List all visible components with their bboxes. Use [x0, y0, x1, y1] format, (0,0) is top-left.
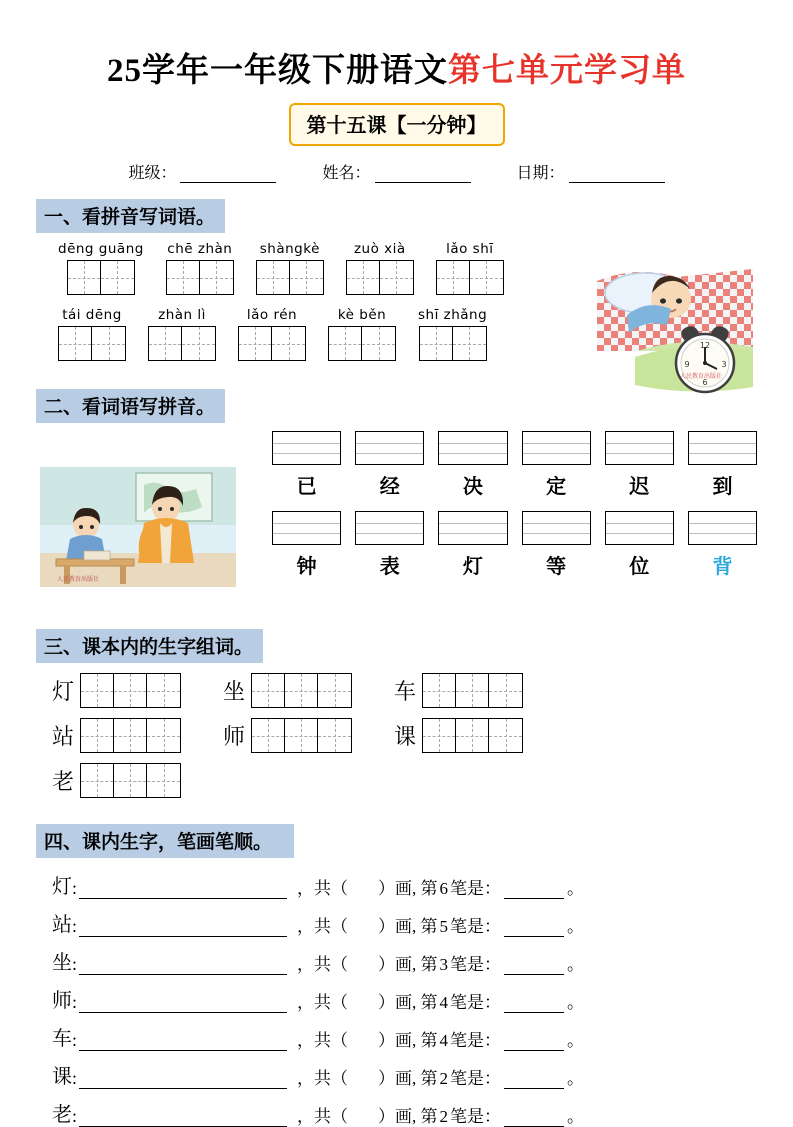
- write-grid[interactable]: [422, 718, 523, 753]
- pinyin-word-item: [238, 307, 306, 361]
- pinyin-word-item: [418, 307, 487, 361]
- illustration-alarm-clock: [597, 247, 753, 395]
- tianzige-cell[interactable]: [167, 261, 200, 294]
- stroke-sequence-blank[interactable]: [79, 921, 287, 937]
- page-title-red: 第七单元学习单: [448, 53, 686, 89]
- section-2-body: [36, 431, 757, 613]
- stroke-answer-blank[interactable]: [504, 997, 564, 1013]
- stroke-is-label: 笔是：: [450, 917, 502, 936]
- period: 。: [567, 879, 585, 898]
- stroke-is-label: 笔是：: [450, 1069, 502, 1088]
- page-title: [36, 44, 757, 91]
- period: 。: [567, 993, 585, 1012]
- stroke-prompt-character: 车: [52, 1028, 72, 1050]
- write-grid[interactable]: [251, 718, 352, 753]
- tianzige-cell[interactable]: [68, 261, 101, 294]
- tianzige-cell[interactable]: [423, 674, 456, 707]
- stroke-prompt-character: 站: [52, 914, 72, 936]
- word-build-row: [46, 673, 757, 708]
- write-grid[interactable]: [256, 260, 324, 295]
- stroke-is-label: 笔是：: [450, 879, 502, 898]
- student-info-row: [36, 160, 757, 183]
- stroke-sequence-blank[interactable]: [79, 959, 287, 975]
- colon: :: [72, 1068, 78, 1088]
- write-grid[interactable]: [346, 260, 414, 295]
- section-3-heading: 三、课本内的生字组词。: [36, 629, 263, 663]
- tianzige-cell[interactable]: [318, 719, 351, 752]
- stroke-number: 3: [439, 955, 449, 974]
- pinyin-write-box[interactable]: [522, 431, 591, 465]
- total-strokes-label: ，共（: [297, 993, 349, 1012]
- colon: :: [72, 992, 78, 1012]
- pinyin-write-box[interactable]: [355, 511, 424, 545]
- word-char: 到: [712, 476, 733, 498]
- tianzige-cell[interactable]: [81, 764, 114, 797]
- stroke-prompt-character: 师: [52, 990, 72, 1012]
- tianzige-cell[interactable]: [290, 261, 323, 294]
- pinyin-label: lǎo rén: [246, 307, 298, 323]
- lesson-badge: 第十五课【一分钟】: [289, 103, 505, 146]
- prompt-character: 课: [393, 724, 416, 749]
- word-build-item: [388, 673, 523, 708]
- word-build-row: [46, 763, 757, 798]
- stroke-is-label: 笔是：: [450, 1107, 502, 1126]
- stroke-sequence-blank[interactable]: [79, 1073, 287, 1089]
- pinyin-word-item: [148, 307, 216, 361]
- nth-stroke-label: ）画, 第: [378, 917, 438, 936]
- prompt-character: 车: [393, 679, 416, 704]
- stroke-is-label: 笔是：: [450, 1031, 502, 1050]
- total-strokes-label: ，共（: [297, 1069, 349, 1088]
- tianzige-cell[interactable]: [59, 327, 92, 360]
- stroke-number: 5: [439, 917, 449, 936]
- pinyin-label: chē zhàn: [167, 241, 233, 257]
- pinyin-write-box[interactable]: [355, 431, 424, 465]
- write-grid[interactable]: [419, 326, 487, 361]
- word-build-item: [388, 718, 523, 753]
- pinyin-label: lǎo shī: [446, 241, 494, 257]
- stroke-prompt-character: 坐: [52, 952, 72, 974]
- colon: :: [72, 916, 78, 936]
- write-grid[interactable]: [251, 673, 352, 708]
- tianzige-cell[interactable]: [285, 719, 318, 752]
- tianzige-cell[interactable]: [347, 261, 380, 294]
- pinyin-write-box[interactable]: [522, 511, 591, 545]
- stroke-sequence-blank[interactable]: [79, 1111, 287, 1127]
- word-char: 等: [546, 556, 567, 578]
- pinyin-box-row-2: [272, 511, 757, 545]
- stroke-number: 6: [439, 879, 449, 898]
- tianzige-cell[interactable]: [453, 327, 486, 360]
- pinyin-word-item: [58, 307, 126, 361]
- tianzige-cell[interactable]: [285, 674, 318, 707]
- tianzige-cell[interactable]: [149, 327, 182, 360]
- tianzige-cell[interactable]: [114, 764, 147, 797]
- class-field: [128, 160, 276, 183]
- tianzige-cell[interactable]: [489, 674, 522, 707]
- pinyin-label: dēng guāng: [58, 241, 144, 257]
- word-build-row: [46, 718, 757, 753]
- pinyin-box-row-1: [272, 431, 757, 465]
- nth-stroke-label: ）画, 第: [378, 993, 438, 1012]
- write-grid[interactable]: [436, 260, 504, 295]
- stroke-answer-blank[interactable]: [504, 1111, 564, 1127]
- pinyin-label: tái dēng: [62, 307, 122, 323]
- colon: :: [72, 1030, 78, 1050]
- word-char: 位: [629, 556, 650, 578]
- svg-text:12: 12: [699, 341, 711, 350]
- prompt-character: 师: [222, 724, 245, 749]
- tianzige-cell[interactable]: [182, 327, 215, 360]
- tianzige-cell[interactable]: [147, 719, 180, 752]
- pinyin-write-box[interactable]: [438, 431, 507, 465]
- stroke-sequence-blank[interactable]: [79, 1035, 287, 1051]
- page-title-black: 25学年一年级下册语文: [107, 53, 448, 89]
- tianzige-cell[interactable]: [437, 261, 470, 294]
- stroke-answer-blank[interactable]: [504, 883, 564, 899]
- illustration-teacher-student: [40, 467, 236, 587]
- pinyin-write-box[interactable]: [272, 431, 341, 465]
- nth-stroke-label: ）画, 第: [378, 955, 438, 974]
- nth-stroke-label: ）画, 第: [378, 1107, 438, 1126]
- total-strokes-label: ，共（: [297, 955, 349, 974]
- pinyin-label: zuò xià: [353, 241, 406, 257]
- tianzige-cell[interactable]: [101, 261, 134, 294]
- word-char: 定: [546, 476, 567, 498]
- period: 。: [567, 955, 585, 974]
- colon: :: [72, 1106, 78, 1126]
- section-1-heading: 一、看拼音写词语。: [36, 199, 225, 233]
- pinyin-write-box[interactable]: [438, 511, 507, 545]
- tianzige-cell[interactable]: [362, 327, 395, 360]
- word-build-item: [217, 673, 352, 708]
- total-strokes-label: ，共（: [297, 1107, 349, 1126]
- pinyin-write-box[interactable]: [605, 431, 674, 465]
- tianzige-cell[interactable]: [114, 719, 147, 752]
- nth-stroke-label: ）画, 第: [378, 1069, 438, 1088]
- tianzige-cell[interactable]: [380, 261, 413, 294]
- word-char: 灯: [462, 556, 483, 578]
- stroke-sequence-blank[interactable]: [79, 883, 287, 899]
- illustration-caption-1: 人民教育出版社: [679, 373, 723, 380]
- tianzige-cell[interactable]: [489, 719, 522, 752]
- word-char: 背: [712, 556, 733, 578]
- period: 。: [567, 1069, 585, 1088]
- stroke-order-row: [52, 1022, 757, 1051]
- colon: :: [72, 954, 78, 974]
- name-label: 姓名：: [322, 165, 371, 182]
- word-build-item: [217, 718, 352, 753]
- word-char: 已: [296, 476, 317, 498]
- date-label: 日期：: [516, 165, 565, 182]
- write-grid[interactable]: [58, 326, 126, 361]
- class-blank[interactable]: [180, 169, 276, 183]
- pinyin-write-box[interactable]: [605, 511, 674, 545]
- stroke-answer-blank[interactable]: [504, 959, 564, 975]
- tianzige-cell[interactable]: [470, 261, 503, 294]
- word-char: 迟: [629, 476, 650, 498]
- prompt-character: 灯: [51, 679, 74, 704]
- stroke-prompt-character: 老: [52, 1104, 72, 1126]
- pinyin-label: shàngkè: [259, 241, 320, 257]
- pinyin-word-item: [346, 241, 414, 295]
- tianzige-cell[interactable]: [239, 327, 272, 360]
- name-blank[interactable]: [375, 169, 471, 183]
- stroke-order-row: [52, 908, 757, 937]
- stroke-prompt-character: 灯: [52, 876, 72, 898]
- stroke-number: 2: [439, 1069, 449, 1088]
- date-field: [517, 160, 665, 183]
- write-grid[interactable]: [328, 326, 396, 361]
- tianzige-cell[interactable]: [114, 674, 147, 707]
- stroke-number: 2: [439, 1107, 449, 1126]
- pinyin-word-item: [256, 241, 324, 295]
- svg-text:6: 6: [702, 378, 708, 387]
- pinyin-write-box[interactable]: [272, 511, 341, 545]
- tianzige-cell[interactable]: [147, 764, 180, 797]
- word-build-item: [46, 673, 181, 708]
- pinyin-word-item: [58, 241, 144, 295]
- stroke-sequence-blank[interactable]: [79, 997, 287, 1013]
- tianzige-cell[interactable]: [420, 327, 453, 360]
- write-grid[interactable]: [148, 326, 216, 361]
- pinyin-label: shī zhǎng: [418, 307, 488, 323]
- word-build-item: [46, 763, 181, 798]
- stroke-order-row: [52, 984, 757, 1013]
- stroke-prompt-character: 课: [52, 1066, 72, 1088]
- stroke-is-label: 笔是：: [450, 993, 502, 1012]
- write-grid[interactable]: [80, 763, 181, 798]
- pinyin-word-item: [436, 241, 504, 295]
- svg-text:9: 9: [684, 360, 690, 369]
- word-char-row-2: [272, 550, 757, 579]
- write-grid[interactable]: [67, 260, 135, 295]
- total-strokes-label: ，共（: [297, 1031, 349, 1050]
- date-blank[interactable]: [569, 169, 665, 183]
- tianzige-cell[interactable]: [329, 327, 362, 360]
- tianzige-cell[interactable]: [81, 674, 114, 707]
- stroke-answer-blank[interactable]: [504, 1073, 564, 1089]
- tianzige-cell[interactable]: [200, 261, 233, 294]
- svg-text:3: 3: [721, 360, 727, 369]
- period: 。: [567, 1031, 585, 1050]
- word-build-item: [46, 718, 181, 753]
- word-char: 钟: [296, 556, 317, 578]
- pinyin-word-item: [328, 307, 396, 361]
- tianzige-cell[interactable]: [423, 719, 456, 752]
- period: 。: [567, 917, 585, 936]
- write-grid[interactable]: [422, 673, 523, 708]
- stroke-answer-blank[interactable]: [504, 1035, 564, 1051]
- tianzige-cell[interactable]: [147, 674, 180, 707]
- illustration-caption-2: 人民教育出版社: [56, 576, 100, 583]
- word-char-row-1: [272, 470, 757, 499]
- section-4-heading: 四、课内生字，笔画笔顺。: [36, 824, 294, 858]
- tianzige-cell[interactable]: [252, 674, 285, 707]
- stroke-number: 4: [439, 1031, 449, 1050]
- word-char: 表: [379, 556, 400, 578]
- prompt-character: 老: [51, 769, 74, 794]
- stroke-order-row: [52, 946, 757, 975]
- write-grid[interactable]: [80, 718, 181, 753]
- pinyin-word-item: [166, 241, 234, 295]
- word-char: 决: [462, 476, 483, 498]
- lesson-badge-container: [36, 103, 757, 146]
- section-1-body: [36, 241, 757, 387]
- write-grid[interactable]: [80, 673, 181, 708]
- prompt-character: 坐: [222, 679, 245, 704]
- pinyin-label: kè běn: [337, 307, 387, 323]
- tianzige-cell[interactable]: [272, 327, 305, 360]
- stroke-is-label: 笔是：: [450, 955, 502, 974]
- tianzige-cell[interactable]: [456, 674, 489, 707]
- stroke-order-row: [52, 1098, 757, 1127]
- stroke-answer-blank[interactable]: [504, 921, 564, 937]
- class-label: 班级：: [128, 165, 177, 182]
- tianzige-cell[interactable]: [257, 261, 290, 294]
- pinyin-label: zhàn lì: [158, 307, 206, 323]
- section-3-body: [46, 673, 757, 798]
- prompt-character: 站: [51, 724, 74, 749]
- pinyin-write-box[interactable]: [688, 431, 757, 465]
- section-2-heading: 二、看词语写拼音。: [36, 389, 225, 423]
- word-char: 经: [379, 476, 400, 498]
- colon: :: [72, 878, 78, 898]
- section-2-answer-area: [272, 431, 757, 579]
- section-4-body: [52, 870, 757, 1127]
- write-grid[interactable]: [238, 326, 306, 361]
- tianzige-cell[interactable]: [81, 719, 114, 752]
- pinyin-write-box[interactable]: [688, 511, 757, 545]
- total-strokes-label: ，共（: [297, 879, 349, 898]
- tianzige-cell[interactable]: [456, 719, 489, 752]
- tianzige-cell[interactable]: [252, 719, 285, 752]
- stroke-order-row: [52, 870, 757, 899]
- tianzige-cell[interactable]: [92, 327, 125, 360]
- nth-stroke-label: ）画, 第: [378, 879, 438, 898]
- stroke-number: 4: [439, 993, 449, 1012]
- total-strokes-label: ，共（: [297, 917, 349, 936]
- stroke-order-row: [52, 1060, 757, 1089]
- write-grid[interactable]: [166, 260, 234, 295]
- name-field: [322, 160, 470, 183]
- nth-stroke-label: ）画, 第: [378, 1031, 438, 1050]
- period: 。: [567, 1107, 585, 1126]
- tianzige-cell[interactable]: [318, 674, 351, 707]
